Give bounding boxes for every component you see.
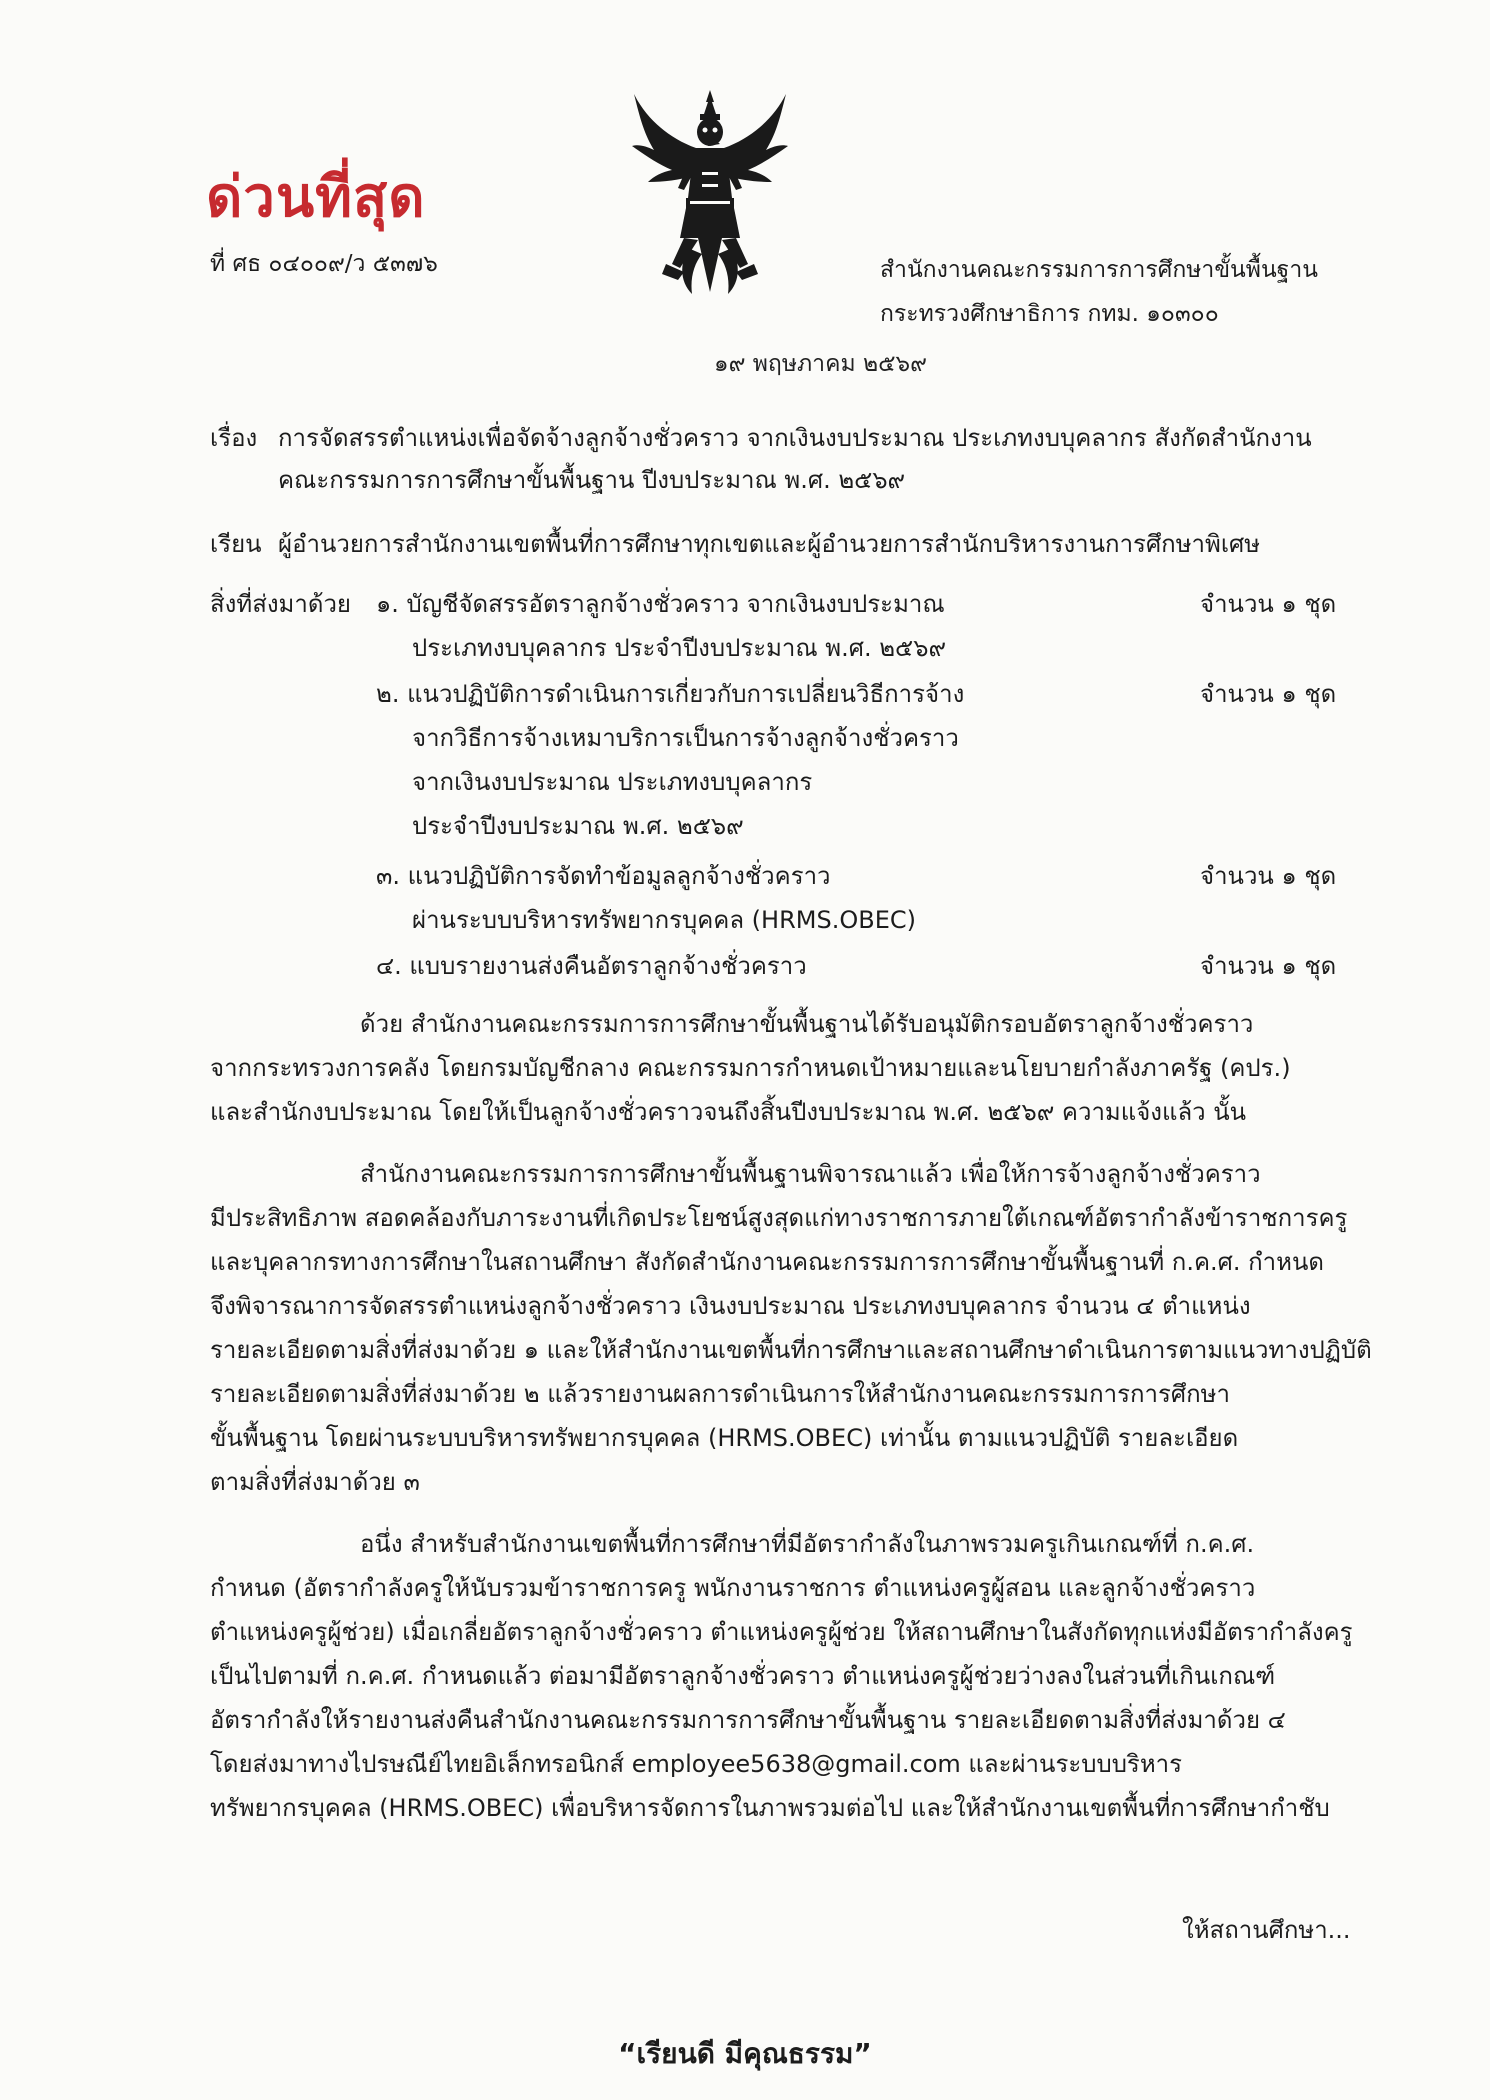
- paragraph-line: เป็นไปตามที่ ก.ค.ศ. กำหนดแล้ว ต่อมามีอัตราลูกจ้างชั่วคราว ตำแหน่งครูผู้ช่วยว่างลงในส่วนที่เกินเกณฑ์: [210, 1662, 1276, 1690]
- paragraph-line: ขั้นพื้นฐาน โดยผ่านระบบบริหารทรัพยากรบุคคล (HRMS.OBEC) เท่านั้น ตามแนวปฏิบัติ รายละเอียด: [210, 1424, 1239, 1452]
- enclosures-label: สิ่งที่ส่งมาด้วย: [210, 590, 351, 618]
- paragraph-line: และบุคลากรทางการศึกษาในสถานศึกษา สังกัดสำนักงานคณะกรรมการการศึกษาขั้นพื้นฐานที่ ก.ค.ศ. กำหนด: [210, 1248, 1324, 1276]
- recipient-text: ผู้อำนวยการสำนักงานเขตพื้นที่การศึกษาทุกเขตและผู้อำนวยการสำนักบริหารงานการศึกษาพิเศษ: [278, 530, 1261, 558]
- subject-line: คณะกรรมการการศึกษาขั้นพื้นฐาน ปีงบประมาณ พ.ศ. ๒๕๖๙: [278, 466, 906, 494]
- enclosure-line: ๒. แนวปฏิบัติการดำเนินการเกี่ยวกับการเปลี่ยนวิธีการจ้าง: [376, 680, 965, 708]
- enclosure-line: จากเงินงบประมาณ ประเภทงบบุคลากร: [412, 768, 813, 796]
- paragraph-line: จากกระทรวงการคลัง โดยกรมบัญชีกลาง คณะกรรมการกำหนดเป้าหมายและนโยบายกำลังภาครัฐ (คปร.): [210, 1054, 1291, 1082]
- urgency-stamp: ด่วนที่สุด: [206, 165, 426, 230]
- paragraph-line: จึงพิจารณาการจัดสรรตำแหน่งลูกจ้างชั่วคราว เงินงบประมาณ ประเภทงบบุคลากร จำนวน ๔ ตำแหน่ง: [210, 1292, 1251, 1320]
- agency-address: กระทรวงศึกษาธิการ กทม. ๑๐๓๐๐: [880, 301, 1219, 327]
- paragraph-line: มีประสิทธิภาพ สอดคล้องกับภาระงานที่เกิดประโยชน์สูงสุดแก่ทางราชการภายใต้เกณฑ์อัตรากำลังข้าราชการครู: [210, 1204, 1348, 1232]
- recipient-label: เรียน: [210, 530, 262, 558]
- enclosure-line: ผ่านระบบบริหารทรัพยากรบุคคล (HRMS.OBEC): [412, 906, 916, 934]
- motto: “เรียนดี มีคุณธรรม”: [618, 2037, 872, 2070]
- enclosure-count: จำนวน ๑ ชุด: [1200, 862, 1337, 890]
- enclosure-line: ๓. แนวปฏิบัติการจัดทำข้อมูลลูกจ้างชั่วคราว: [376, 862, 831, 890]
- paragraph-line: ด้วย สำนักงานคณะกรรมการการศึกษาขั้นพื้นฐานได้รับอนุมัติกรอบอัตราลูกจ้างชั่วคราว: [360, 1010, 1254, 1038]
- garuda-emblem-icon: [628, 88, 792, 298]
- enclosure-line: ๔. แบบรายงานส่งคืนอัตราลูกจ้างชั่วคราว: [376, 952, 807, 980]
- paragraph-line: และสำนักงบประมาณ โดยให้เป็นลูกจ้างชั่วคราวจนถึงสิ้นปีงบประมาณ พ.ศ. ๒๕๖๙ ความแจ้งแล้ว นั้น: [210, 1098, 1247, 1126]
- paragraph-line: ทรัพยากรบุคคล (HRMS.OBEC) เพื่อบริหารจัดการในภาพรวมต่อไป และให้สำนักงานเขตพื้นที่การศึกษากำชับ: [210, 1794, 1330, 1822]
- enclosure-line: ประจำปีงบประมาณ พ.ศ. ๒๕๖๙: [412, 812, 744, 840]
- enclosure-count: จำนวน ๑ ชุด: [1200, 590, 1337, 618]
- subject-label: เรื่อง: [210, 424, 258, 452]
- paragraph-line: อนึ่ง สำหรับสำนักงานเขตพื้นที่การศึกษาที่มีอัตรากำลังในภาพรวมครูเกินเกณฑ์ที่ ก.ค.ศ.: [360, 1530, 1255, 1558]
- document-number: ที่ ศธ ๐๔๐๐๙/ว ๕๓๗๖: [210, 251, 438, 277]
- paragraph-line: รายละเอียดตามสิ่งที่ส่งมาด้วย ๒ แล้วรายงานผลการดำเนินการให้สำนักงานคณะกรรมการการศึกษา: [210, 1380, 1230, 1408]
- agency-name: สำนักงานคณะกรรมการการศึกษาขั้นพื้นฐาน: [880, 257, 1318, 283]
- continuation-note: ให้สถานศึกษา...: [1182, 1916, 1351, 1944]
- paragraph-line: อัตรากำลังให้รายงานส่งคืนสำนักงานคณะกรรมการการศึกษาขั้นพื้นฐาน รายละเอียดตามสิ่งที่ส่งมาด้วย ๔: [210, 1706, 1286, 1734]
- paragraph-line: สำนักงานคณะกรรมการการศึกษาขั้นพื้นฐานพิจารณาแล้ว เพื่อให้การจ้างลูกจ้างชั่วคราว: [360, 1160, 1261, 1188]
- subject-line: การจัดสรรตำแหน่งเพื่อจัดจ้างลูกจ้างชั่วคราว จากเงินงบประมาณ ประเภทงบบุคลากร สังกัดสำนักงาน: [278, 424, 1312, 452]
- document-date: ๑๙ พฤษภาคม ๒๕๖๙: [714, 351, 927, 377]
- paragraph-line: โดยส่งมาทางไปรษณีย์ไทยอิเล็กทรอนิกส์ employee5638@gmail.com และผ่านระบบบริหาร: [210, 1750, 1182, 1778]
- enclosure-line: จากวิธีการจ้างเหมาบริการเป็นการจ้างลูกจ้างชั่วคราว: [412, 724, 959, 752]
- enclosure-line: ๑. บัญชีจัดสรรอัตราลูกจ้างชั่วคราว จากเงินงบประมาณ: [376, 590, 945, 618]
- enclosure-count: จำนวน ๑ ชุด: [1200, 680, 1337, 708]
- enclosure-line: ประเภทงบบุคลากร ประจำปีงบประมาณ พ.ศ. ๒๕๖๙: [412, 634, 947, 662]
- enclosure-count: จำนวน ๑ ชุด: [1200, 952, 1337, 980]
- paragraph-line: ตามสิ่งที่ส่งมาด้วย ๓: [210, 1468, 420, 1496]
- paragraph-line: กำหนด (อัตรากำลังครูให้นับรวมข้าราชการครู พนักงานราชการ ตำแหน่งครูผู้สอน และลูกจ้างชั่วคราว: [210, 1574, 1256, 1602]
- paragraph-line: ตำแหน่งครูผู้ช่วย) เมื่อเกลี่ยอัตราลูกจ้างชั่วคราว ตำแหน่งครูผู้ช่วย ให้สถานศึกษาในสังกัดทุกแห่งมีอัตรากำลังครู: [210, 1618, 1353, 1646]
- paragraph-line: รายละเอียดตามสิ่งที่ส่งมาด้วย ๑ และให้สำนักงานเขตพื้นที่การศึกษาและสถานศึกษาดำเนินการตามแนวทางปฏิบัติ: [210, 1336, 1372, 1364]
